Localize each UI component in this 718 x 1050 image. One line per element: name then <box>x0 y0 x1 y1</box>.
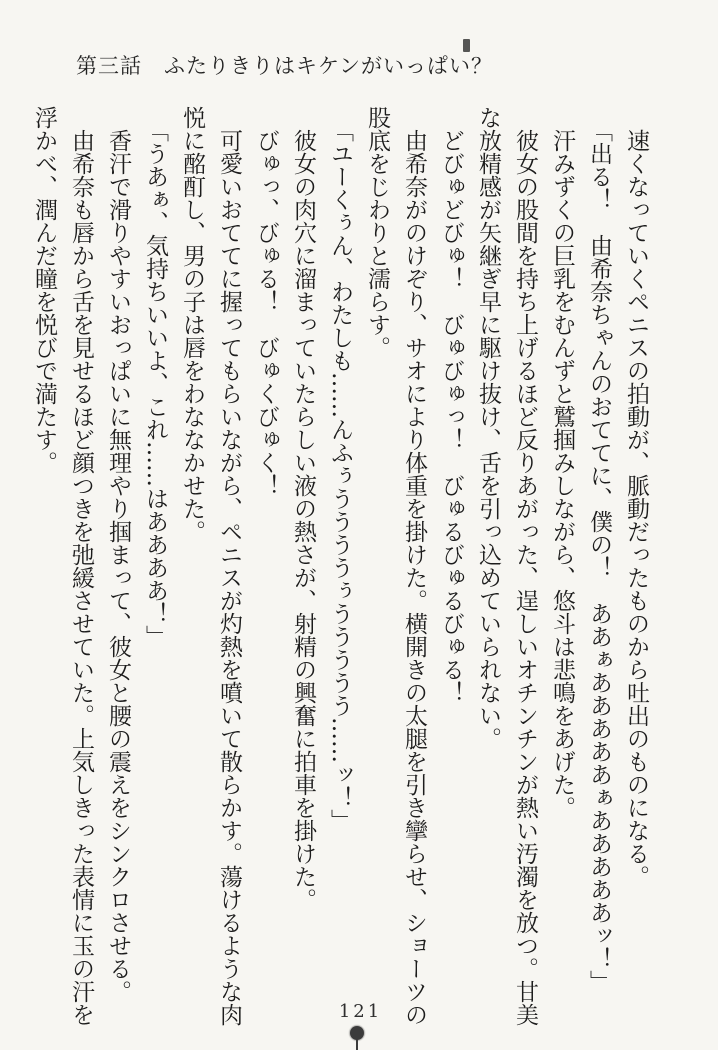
paragraph-11: 「うあぁ、気持ちいいよ、これ……はああああ！」 <box>142 118 168 648</box>
page-number: 121 <box>338 1001 383 1022</box>
pin-marker-icon <box>350 1026 364 1040</box>
paragraph-3: 汗みずくの巨乳をむんずと鷲掴みしながら、悠斗は悲鳴をあげた。 <box>549 129 575 819</box>
paragraph-5: どびゅどびゅ！ びゅびゅっ！ びゅるびゅるびゅる！ <box>438 129 464 704</box>
paragraph-12: 香汗で滑りやすいおっぱいに無理やり掴まって、彼女と腰の震えをシンクロさせる。 <box>105 129 131 1003</box>
paragraph-1: 速くなっていくペニスの拍動が、脈動だったものから吐出のものになる。 <box>623 129 649 888</box>
vertical-body-text <box>25 106 654 1032</box>
chapter-header: 第三話 ふたりきりはキケンがいっぱい？ <box>76 54 493 78</box>
paragraph-10: 可愛いおててに握ってもらいながら、ペニスが灼熱を噴いて散らかす。蕩けるような肉悦に酩酊し、男の子は唇をわななかせた。 <box>179 106 242 1026</box>
paragraph-6: 由希奈がのけぞり、サオにより体重を掛けた。横開きの太腿を引き攣らせ、ショーツの股底をじわりと濡らす。 <box>364 106 427 1026</box>
paragraph-4: 彼女の股間を持ち上げるほど反りあがった、逞しいオチンチンが熱い汚濁を放つ。甘美な放精感が矢継ぎ早に駆け抜け、舌を引っ込めていられない。 <box>475 106 538 1026</box>
paragraph-9: びゅっ、びゅる！ びゅくびゅく！ <box>253 129 279 497</box>
paragraph-2: 「出る！ 由希奈ちゃんのおててに、僕の！ ああぁあああああぁあああああッ！」 <box>586 118 612 993</box>
paragraph-7: 「ユーくぅん、わたしも……んふぅううううぅううううう……ッ！」 <box>327 118 353 832</box>
paragraph-13: 由希奈も唇から舌を見せるほど顔つきを弛緩させていた。上気しきった表情に玉の汗を浮かべ、潤んだ瞳を悦びで満たす。 <box>31 106 94 1026</box>
scan-artifact <box>463 39 470 52</box>
paragraph-8: 彼女の肉穴に溜まっていたらしい液の熱さが、射精の興奮に拍車を掛けた。 <box>290 129 316 911</box>
